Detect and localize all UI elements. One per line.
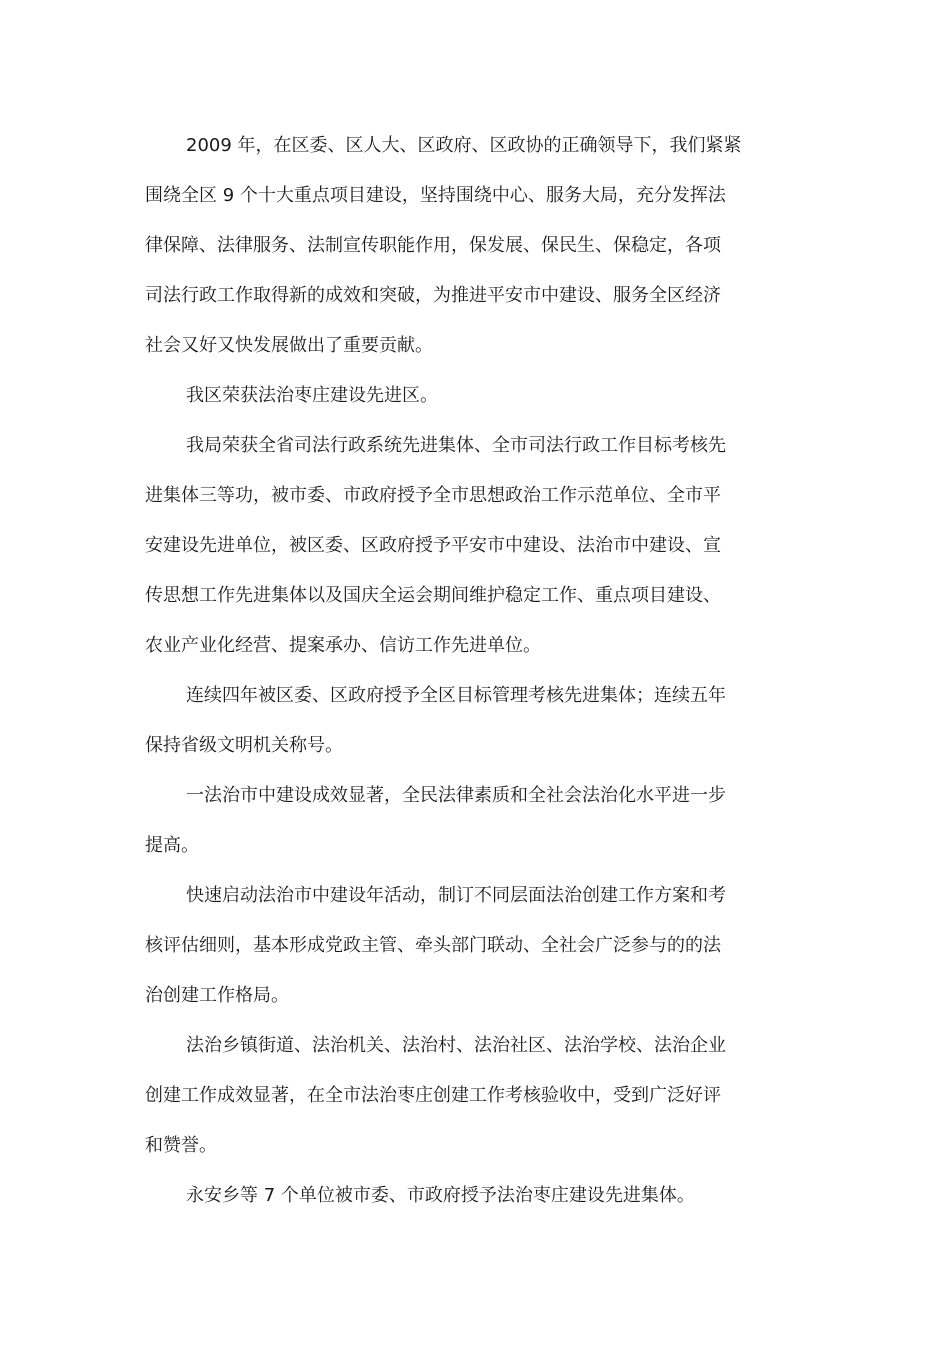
paragraph	[145, 671, 765, 771]
paragraph	[145, 871, 765, 1021]
text-line: 律保障、法律服务、法制宣传职能作用，保发展、保民生、保稳定，各项	[145, 235, 721, 256]
text-line: 安建设先进单位，被区委、区政府授予平安市中建设、法治市中建设、宣	[145, 535, 721, 556]
text-line: 2009 年，在区委、区人大、区政府、区政协的正确领导下，我们紧紧	[186, 135, 742, 156]
text-line: 一法治市中建设成效显著，全民法律素质和全社会法治化水平进一步	[186, 785, 726, 806]
text-line: 传思想工作先进集体以及国庆全运会期间维护稳定工作、重点项目建设、	[145, 585, 721, 606]
paragraph	[145, 771, 765, 871]
text-line: 创建工作成效显著，在全市法治枣庄创建工作考核验收中，受到广泛好评	[145, 1085, 721, 1106]
text-line: 农业产业化经营、提案承办、信访工作先进单位。	[145, 635, 541, 656]
text-line: 治创建工作格局。	[145, 985, 289, 1006]
text-line: 提高。	[145, 835, 199, 856]
text-line: 围绕全区 9 个十大重点项目建设，坚持围绕中心、服务大局，充分发挥法	[145, 185, 726, 206]
paragraph	[145, 1171, 765, 1221]
text-line: 我局荣获全省司法行政系统先进集体、全市司法行政工作目标考核先	[186, 435, 726, 456]
text-line: 进集体三等功，被市委、市政府授予全市思想政治工作示范单位、全市平	[145, 485, 721, 506]
paragraph	[145, 121, 765, 371]
text-line: 我区荣获法治枣庄建设先进区。	[186, 385, 438, 406]
text-line: 快速启动法治市中建设年活动，制订不同层面法治创建工作方案和考	[186, 885, 726, 906]
paragraph	[145, 1021, 765, 1171]
text-line: 和赞誉。	[145, 1135, 217, 1156]
text-line: 核评估细则，基本形成党政主管、牵头部门联动、全社会广泛参与的的法	[145, 935, 721, 956]
paragraph	[145, 371, 765, 421]
text-line: 社会又好又快发展做出了重要贡献。	[145, 335, 433, 356]
document-body	[145, 121, 765, 1221]
text-line: 法治乡镇街道、法治机关、法治村、法治社区、法治学校、法治企业	[186, 1035, 726, 1056]
text-line: 永安乡等 7 个单位被市委、市政府授予法治枣庄建设先进集体。	[186, 1185, 695, 1206]
text-line: 连续四年被区委、区政府授予全区目标管理考核先进集体；连续五年	[186, 685, 726, 706]
paragraph	[145, 421, 765, 671]
text-line: 司法行政工作取得新的成效和突破，为推进平安市中建设、服务全区经济	[145, 285, 721, 306]
text-line: 保持省级文明机关称号。	[145, 735, 343, 756]
